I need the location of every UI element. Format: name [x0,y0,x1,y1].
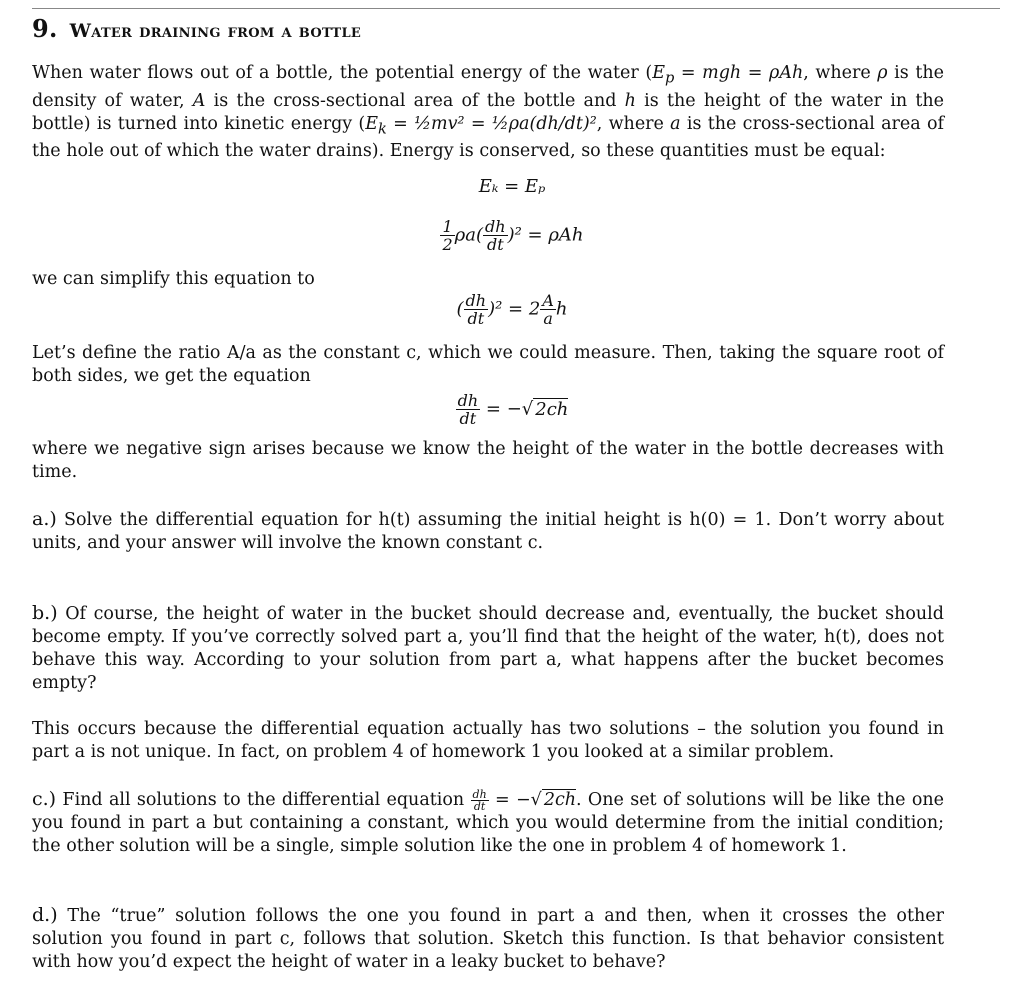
top-rule [32,8,1000,9]
part-a-label: a.) [32,508,57,530]
part-b: b.) Of course, the height of water in the bucket should decrease and, eventually, the bucket should become empty. If you’ve correctly solved part a, you’ll find that the height of the water, h(t), does not behave this way. According to your solution from part a, what happens after the bucket becomes empty? [32,602,944,693]
sign-text: where we negative sign arises because we know the height of the water in the bottle decreases with time. [32,439,944,482]
equation-energy-expanded: $\frac{1}{2}$ ρa( $\frac{dh}{dt}$ )² = ρAh [442,217,584,254]
problem-heading [32,14,361,43]
equation-differential: $\frac{dh}{dt}$ = −√ 2ch [457,391,569,428]
equation-energy: Eₖ = Eₚ [478,176,546,197]
occurs-paragraph: This occurs because the differential equation actually has two solutions – the solution you found in part a is not unique. In fact, on problem 4 of homework 1 you looked at a similar problem. [32,719,944,762]
part-a: a.) Solve the differential equation for h(t) assuming the initial height is h(0) = 1. Don’t worry about units, and your answer will involve the known constant c. [32,508,944,553]
equation-simplified: ( $\frac{dh}{dt}$ )² = 2 $\frac{A}{a}$ h [456,291,568,328]
define-paragraph: Let’s define the ratio A/a as the constant c, which we could measure. Then, taking the square root of both sides, we get the equation [32,343,944,386]
part-d-label: d.) [32,904,58,926]
part-c: c.) Find all solutions to the differential equation $\frac{dh}{dt}$ = −√ 2ch. One set of solutions will be like the one you found in part a but containing a constant, which you would determine from the initial condition; the other solution will be a single, simple solution like the one in problem 4 of homework 1. [32,788,945,856]
problem-title: Water draining from a bottle [69,20,362,42]
part-c-label: c.) [32,788,57,810]
simplify-text: we can simplify this equation to [32,269,315,289]
part-b-label: b.) [32,602,58,624]
intro-paragraph: When water flows out of a bottle, the potential energy of the water ($E_p$ = mgh = ρAh, where ρ is the density of water, A is the cross-sectional area of the bottle and h is the height of the water in the bottle) is turned into kinetic energy ($E_k$ = ½mv² = ½ρa(dh/dt)², where a is the cross-sectional area of the hole out of which the water drains). Energy is conserved, so these quantities must be equal: [32,63,944,161]
part-d: d.) The “true” solution follows the one you found in part a and then, when it crosses the other solution you found in part c, follows that solution. Sketch this function. Is that behavior consistent with how you’d expect the height of water in a leaky bucket to behave? [32,904,944,972]
problem-number: 9. [32,14,58,43]
